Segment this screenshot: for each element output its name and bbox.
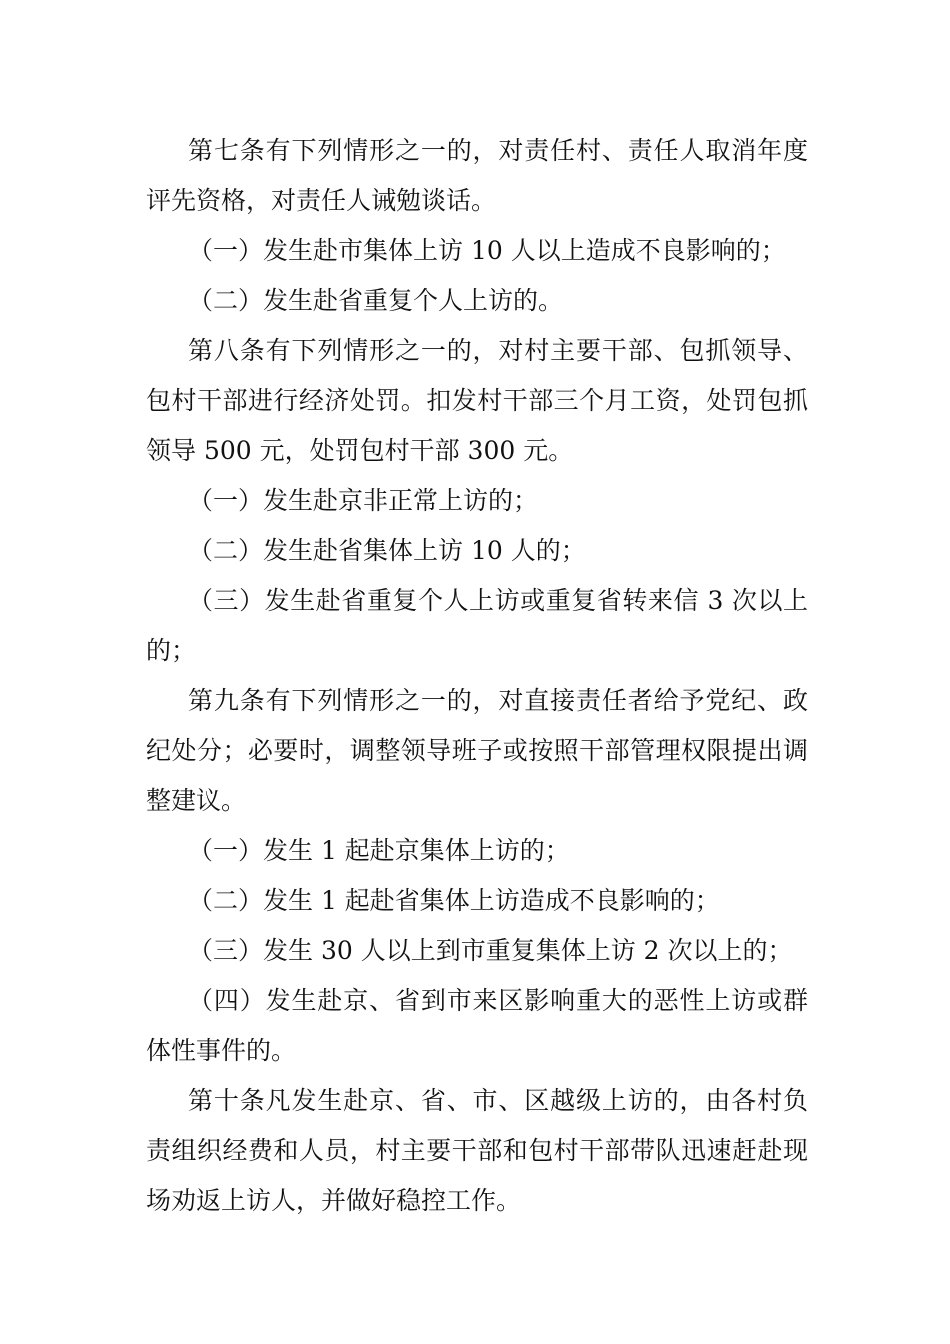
article-9-item-2: （二）发生 1 起赴省集体上访造成不良影响的； <box>188 886 720 915</box>
article-9-paragraph: 第九条有下列情形之一的，对直接责任者给予党纪、政纪处分；必要时，调整领导班子或按照干部管理权限提出调整建议。 <box>146 686 808 815</box>
article-7-item-1: （一）发生赴市集体上访 10 人以上造成不良影响的； <box>188 236 786 265</box>
article-9-item-4: （四）发生赴京、省到市来区影响重大的恶性上访或群体性事件的。 <box>146 986 808 1065</box>
article-8-item-2: （二）发生赴省集体上访 10 人的； <box>188 536 586 565</box>
document-page <box>146 126 808 1226</box>
article-9-item-3: （三）发生 30 人以上到市重复集体上访 2 次以上的； <box>188 936 793 965</box>
article-7-paragraph: 第七条有下列情形之一的，对责任村、责任人取消年度评先资格，对责任人诫勉谈话。 <box>146 136 808 215</box>
article-10-paragraph: 第十条凡发生赴京、省、市、区越级上访的，由各村负责组织经费和人员，村主要干部和包村干部带队迅速赶赴现场劝返上访人，并做好稳控工作。 <box>146 1086 808 1215</box>
article-8-item-1: （一）发生赴京非正常上访的； <box>188 486 539 515</box>
article-7-item-2: （二）发生赴省重复个人上访的。 <box>188 286 564 315</box>
article-8-item-3: （三）发生赴省重复个人上访或重复省转来信 3 次以上的； <box>146 586 808 665</box>
article-9-item-1: （一）发生 1 起赴京集体上访的； <box>188 836 570 865</box>
article-8-paragraph: 第八条有下列情形之一的，对村主要干部、包抓领导、包村干部进行经济处罚。扣发村干部三个月工资，处罚包抓领导 500 元，处罚包村干部 300 元。 <box>146 336 808 465</box>
